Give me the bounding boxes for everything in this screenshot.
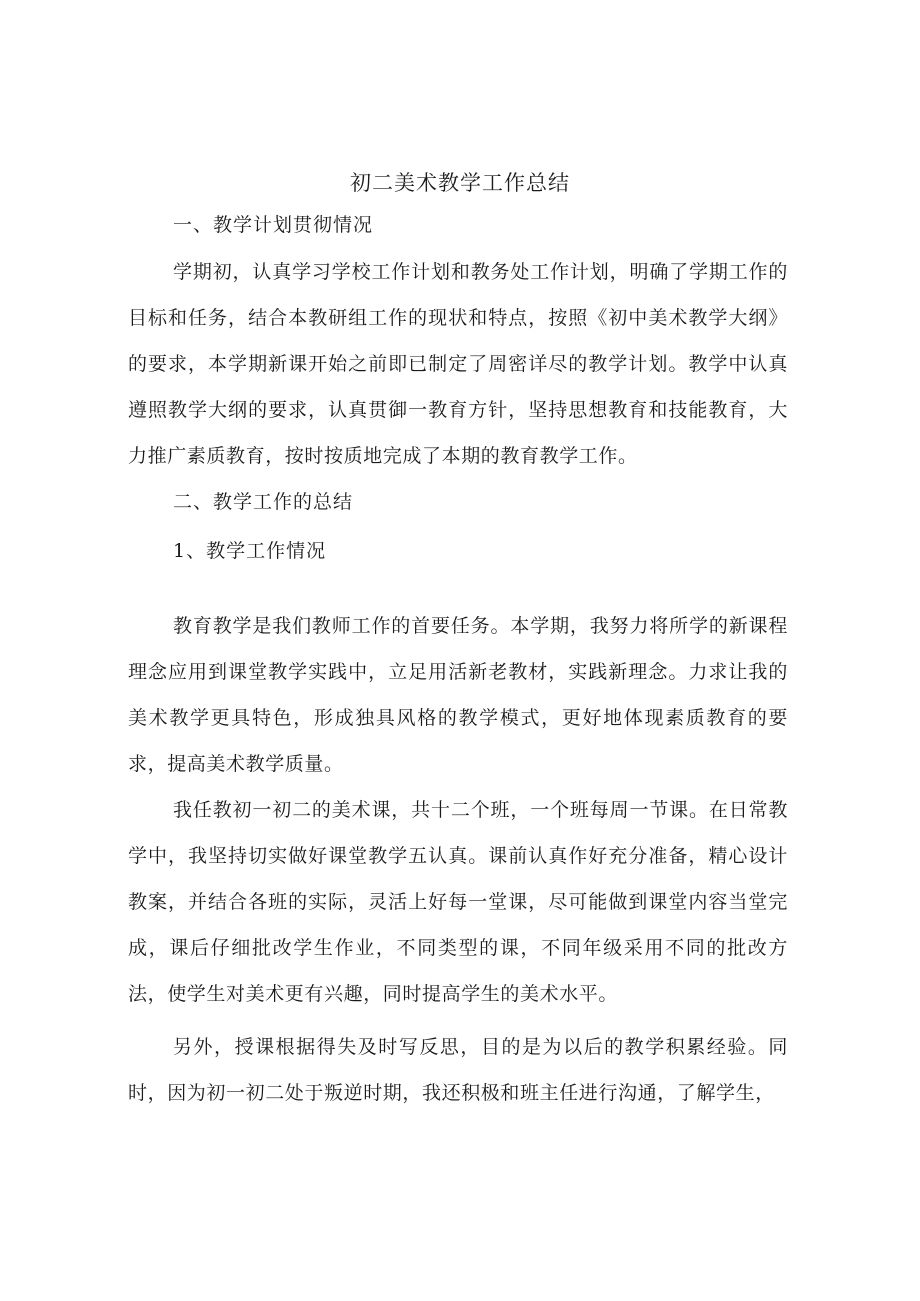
subsection-heading-work: 1、教学工作情况 <box>173 540 327 562</box>
section-heading-summary: 二、教学工作的总结 <box>173 491 354 513</box>
section-heading-plan: 一、教学计划贯彻情况 <box>173 214 374 236</box>
paragraph-education: 教育教学是我们教师工作的首要任务。本学期，我努力将所学的新课程理念应用到课堂教学实践中，立足用活新老教材，实践新理念。力求让我的美术教学更具特色，形成独具风格的教学模式，更好地体现素质教育的要求，提高美术教学质量。 <box>128 615 788 775</box>
paragraph-plan: 学期初，认真学习学校工作计划和教务处工作计划，明确了学期工作的目标和任务，结合本教研组工作的现状和特点，按照《初中美术教学大纲》的要求，本学期新课开始之前即已制定了周密详尽的教学计划。教学中认真遵照教学大纲的要求，认真贯御一教育方针，坚持思想教育和技能教育，大力推广素质教育，按时按质地完成了本期的教育教学工作。 <box>128 261 788 467</box>
paragraph-reflection: 另外，授课根据得失及时写反思，目的是为以后的教学积累经验。同时，因为初一初二处于叛逆时期，我还积极和班主任进行沟通，了解学生， <box>128 1036 788 1104</box>
paragraph-teaching: 我任教初一初二的美术课，共十二个班，一个班每周一节课。在日常教学中，我坚持切实做好课堂教学五认真。课前认真作好充分准备，精心设计教案，并结合各班的实际，灵活上好每一堂课，尽可能做到课堂内容当堂完成，课后仔细批改学生作业，不同类型的课，不同年级采用不同的批改方法，使学生对美术更有兴趣，同时提高学生的美术水平。 <box>128 799 788 1005</box>
document-title: 初二美术教学工作总结 <box>350 171 570 195</box>
